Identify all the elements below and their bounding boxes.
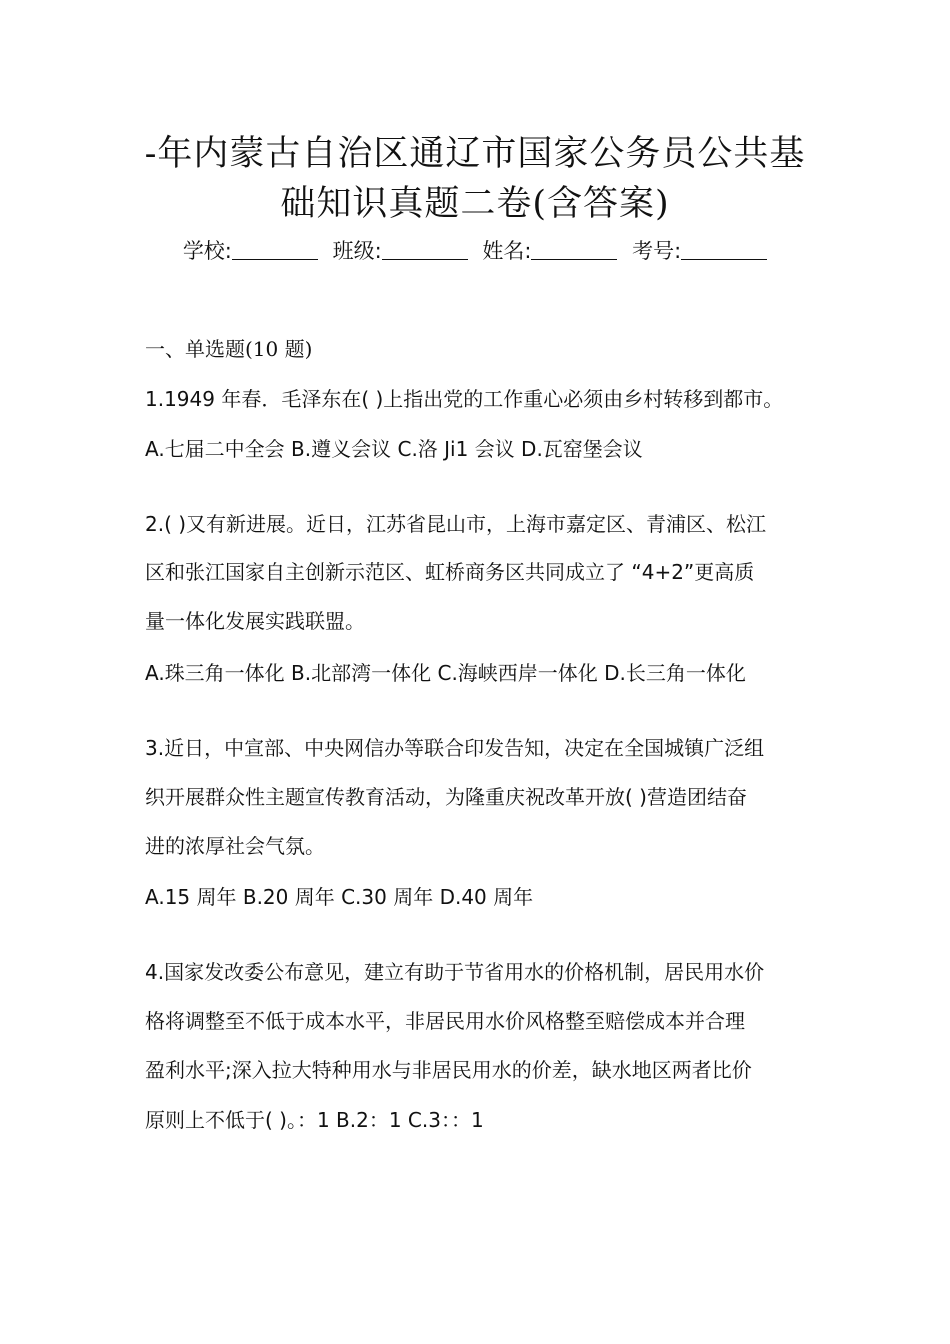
- document-title-line-1: -年内蒙古自治区通辽市国家公务员公共基: [144, 134, 806, 174]
- info-label: 考号:: [632, 239, 682, 263]
- question-1-options: A.七届二中全会 B.遵义会议 C.洛 Ji1 会议 D.瓦窑堡会议: [145, 437, 643, 461]
- info-field-name: [482, 239, 617, 263]
- document-title-line-2: 础知识真题二卷(含答案): [280, 184, 670, 224]
- question-3-line-1: 3.近日，中宣部、中央网信办等联合印发告知，决定在全国城镇广泛组: [145, 736, 765, 760]
- section-heading: 一、单选题(10 题): [145, 337, 313, 361]
- info-blank-line: [232, 239, 318, 260]
- question-3-options: A.15 周年 B.20 周年 C.30 周年 D.40 周年: [145, 885, 534, 909]
- question-3-line-3: 进的浓厚社会气氛。: [145, 834, 325, 858]
- info-label: 姓名:: [482, 239, 532, 263]
- info-blank-line: [531, 239, 617, 260]
- question-4-line-1: 4.国家发改委公布意见，建立有助于节省用水的价格机制，居民用水价: [145, 960, 765, 984]
- info-label: 学校:: [182, 239, 232, 263]
- question-4-line-2: 格将调整至不低于成本水平，非居民用水价风格整至赔偿成本并合理: [145, 1009, 745, 1033]
- question-2-options: A.珠三角一体化 B.北部湾一体化 C.海峡西岸一体化 D.长三角一体化: [145, 661, 746, 685]
- student-info-row: [100, 236, 850, 266]
- info-blank-line: [382, 239, 468, 260]
- info-label: 班级:: [332, 239, 382, 263]
- info-blank-line: [681, 239, 767, 260]
- info-field-exam-number: [632, 239, 767, 263]
- info-field-school: [183, 239, 318, 263]
- question-2-line-1: 2.( )又有新进展。近日，江苏省昆山市，上海市嘉定区、青浦区、松江: [145, 512, 767, 536]
- question-4-line-3: 盈利水平;深入拉大特种用水与非居民用水的价差，缺水地区两者比价: [145, 1058, 752, 1082]
- question-2-line-3: 量一体化发展实践联盟。: [145, 609, 365, 633]
- question-3-line-2: 织开展群众性主题宣传教育活动，为隆重庆祝改革开放( )营造团结奋: [145, 785, 747, 809]
- question-4-line-4: 原则上不低于( )。：1 B.2：1 C.3：：1: [145, 1108, 484, 1132]
- info-field-class: [333, 239, 468, 263]
- question-1-line-1: 1.1949 年春．毛泽东在( )上指出党的工作重心必须由乡村转移到都市。: [145, 387, 784, 411]
- question-2-line-2: 区和张江国家自主创新示范区、虹桥商务区共同成立了 “4+2”更高质: [145, 560, 755, 584]
